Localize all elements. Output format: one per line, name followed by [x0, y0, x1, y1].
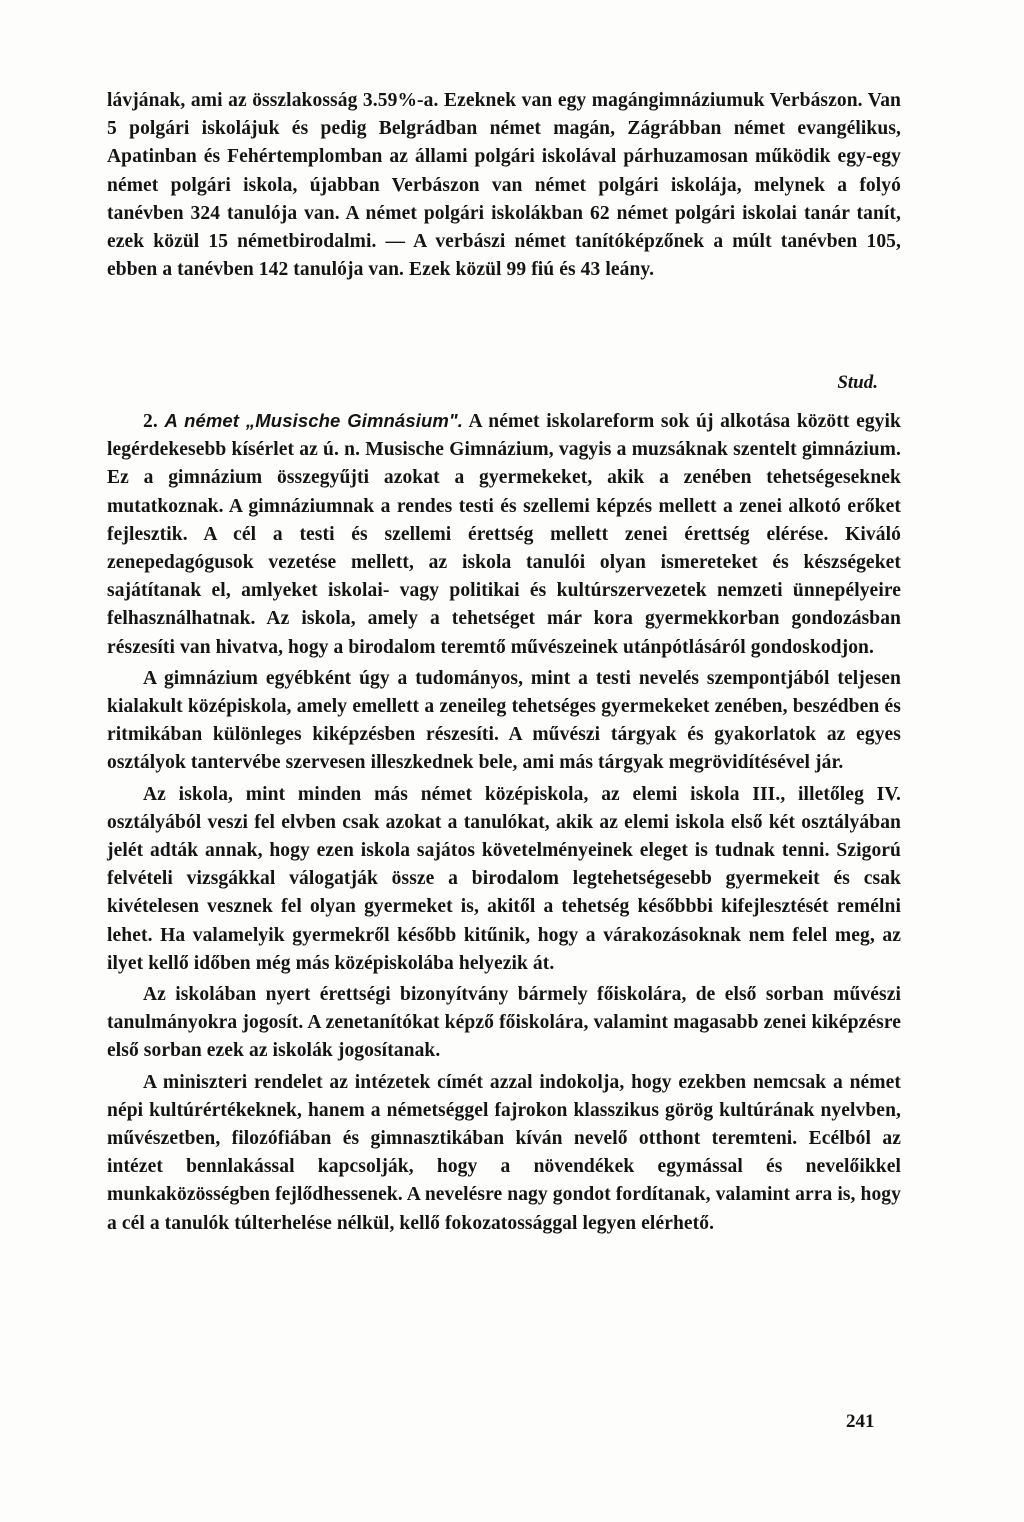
section-heading-paragraph — [107, 407, 901, 662]
paragraph-2: Az iskola, mint minden más német középiskola, az elemi iskola III., illetőleg IV. osztályából veszi fel elvben csak azokat a tanulókat, akik az elemi iskola első két osztályában jelét adták annak, hogy ezen iskola sajátos követelményeinek eleget is tudnak tenni. Szigorú felvételi vizsgákkal válogatják össze a birodalom legtehetségesebb gyermekeit és csak kivételesen vesznek fel olyan gyermeket is, akitől a tehetség későbbbi kifejlesztését remélni lehet. Ha valamelyik gyermekről később kitűnik, hogy a várakozásoknak nem felel meg, az ilyet kellő időben még más középiskolába helyezik át. — [107, 783, 901, 974]
page-number: 241 — [846, 1411, 875, 1432]
section-title: A német „Musische Gimnásium". — [164, 410, 464, 431]
top-text-block — [107, 87, 901, 284]
paragraph-4: A miniszteri rendelet az intézetek címét azzal indokolja, hogy ezekben nemcsak a német népi kultúrértékeknek, hanem a németséggel fajrokon klasszikus görög kultúrának nyelvben, művészetben, filozófiában és gimnasztikában kíván nevelő otthont teremteni. Ecélból az intézet bennlakással kapcsolják, hogy a növendékek egymással és nevelőikkel munkaközösségben fejlődhessenek. A nevelésre nagy gondot fordítanak, valamint arra is, hogy a cél a tanulók túlterhelése nélkül, kellő fokozatossággal legyen elérhető. — [107, 1071, 901, 1234]
paragraph-1: A gimnázium egyébként úgy a tudományos, mint a testi nevelés szempontjából teljesen kialakult középiskola, amely emellett a zeneileg tehetséges gyermekeket zenében, beszédben és ritmikában különleges kiképzésben részesíti. A művészi tárgyak és gyakorlatok az egyes osztályok tantervébe szervesen illeszkednek bele, ami más tárgyak megrövidítésével jár. — [107, 667, 901, 774]
author-signature: Stud. — [837, 372, 878, 393]
paragraph-top: lávjának, ami az összlakosság 3.59%-a. Ezeknek van egy magángimnáziumuk Verbászon. Van 5 polgári iskolájuk és pedig Belgrádban német magán, Zágrábban német evangélikus, Apatinban és Fehértemplomban az állami polgári iskolával párhuzamosan működik egy-egy német polgári iskola, újabban Verbászon van német polgári iskolája, melynek a folyó tanévben 324 tanulója van. A német polgári iskolákban 62 német polgári iskolai tanár tanít, ezek közül 15 németbirodalmi. — A verbászi német tanítóképzőnek a múlt tanévben 105, ebben a tanévben 142 tanulója van. Ezek közül 99 fiú és 43 leány. — [107, 90, 901, 281]
section-lead-text: A német iskolareform sok új alkotása között egyik legérdekesebb kísérlet az ú. n. Musische Gimnázium, vagyis a muzsáknak szentelt gimnázium. Ez a gimnázium összegyűjti azokat a gyermekeket, akik a zenében tehetségeseknek mutatkoznak. A gimnáziumnak a rendes testi és szellemi képzés mellett a zenei alkotó erőket fejlesztik. A cél a testi és szellemi érettség mellett zenei érettség elérése. Kiváló zenepedagógusok vezetése mellett, az iskola tanulói olyan ismereteket és készségeket sajátítanak el, amlyeket iskolai- vagy politikai és kultúrszervezetek nemzeti ünnepélyeire felhasználhatnak. Az iskola, amely a tehetséget már kora gyermekkorban gondozásban részesíti van hivatva, hogy a birodalom teremtő művészeinek utánpótlásáról gondoskodjon. — [107, 411, 901, 658]
section-number: 2. — [143, 411, 158, 432]
main-text-block — [107, 407, 901, 1238]
paragraph-3: Az iskolában nyert érettségi bizonyítvány bármely főiskolára, de első sorban művészi tanulmányokra jogosít. A zenetanítókat képző főiskolára, valamint magasabb zenei kiképzésre első sorban ezek az iskolák jogosítanak. — [107, 984, 901, 1062]
